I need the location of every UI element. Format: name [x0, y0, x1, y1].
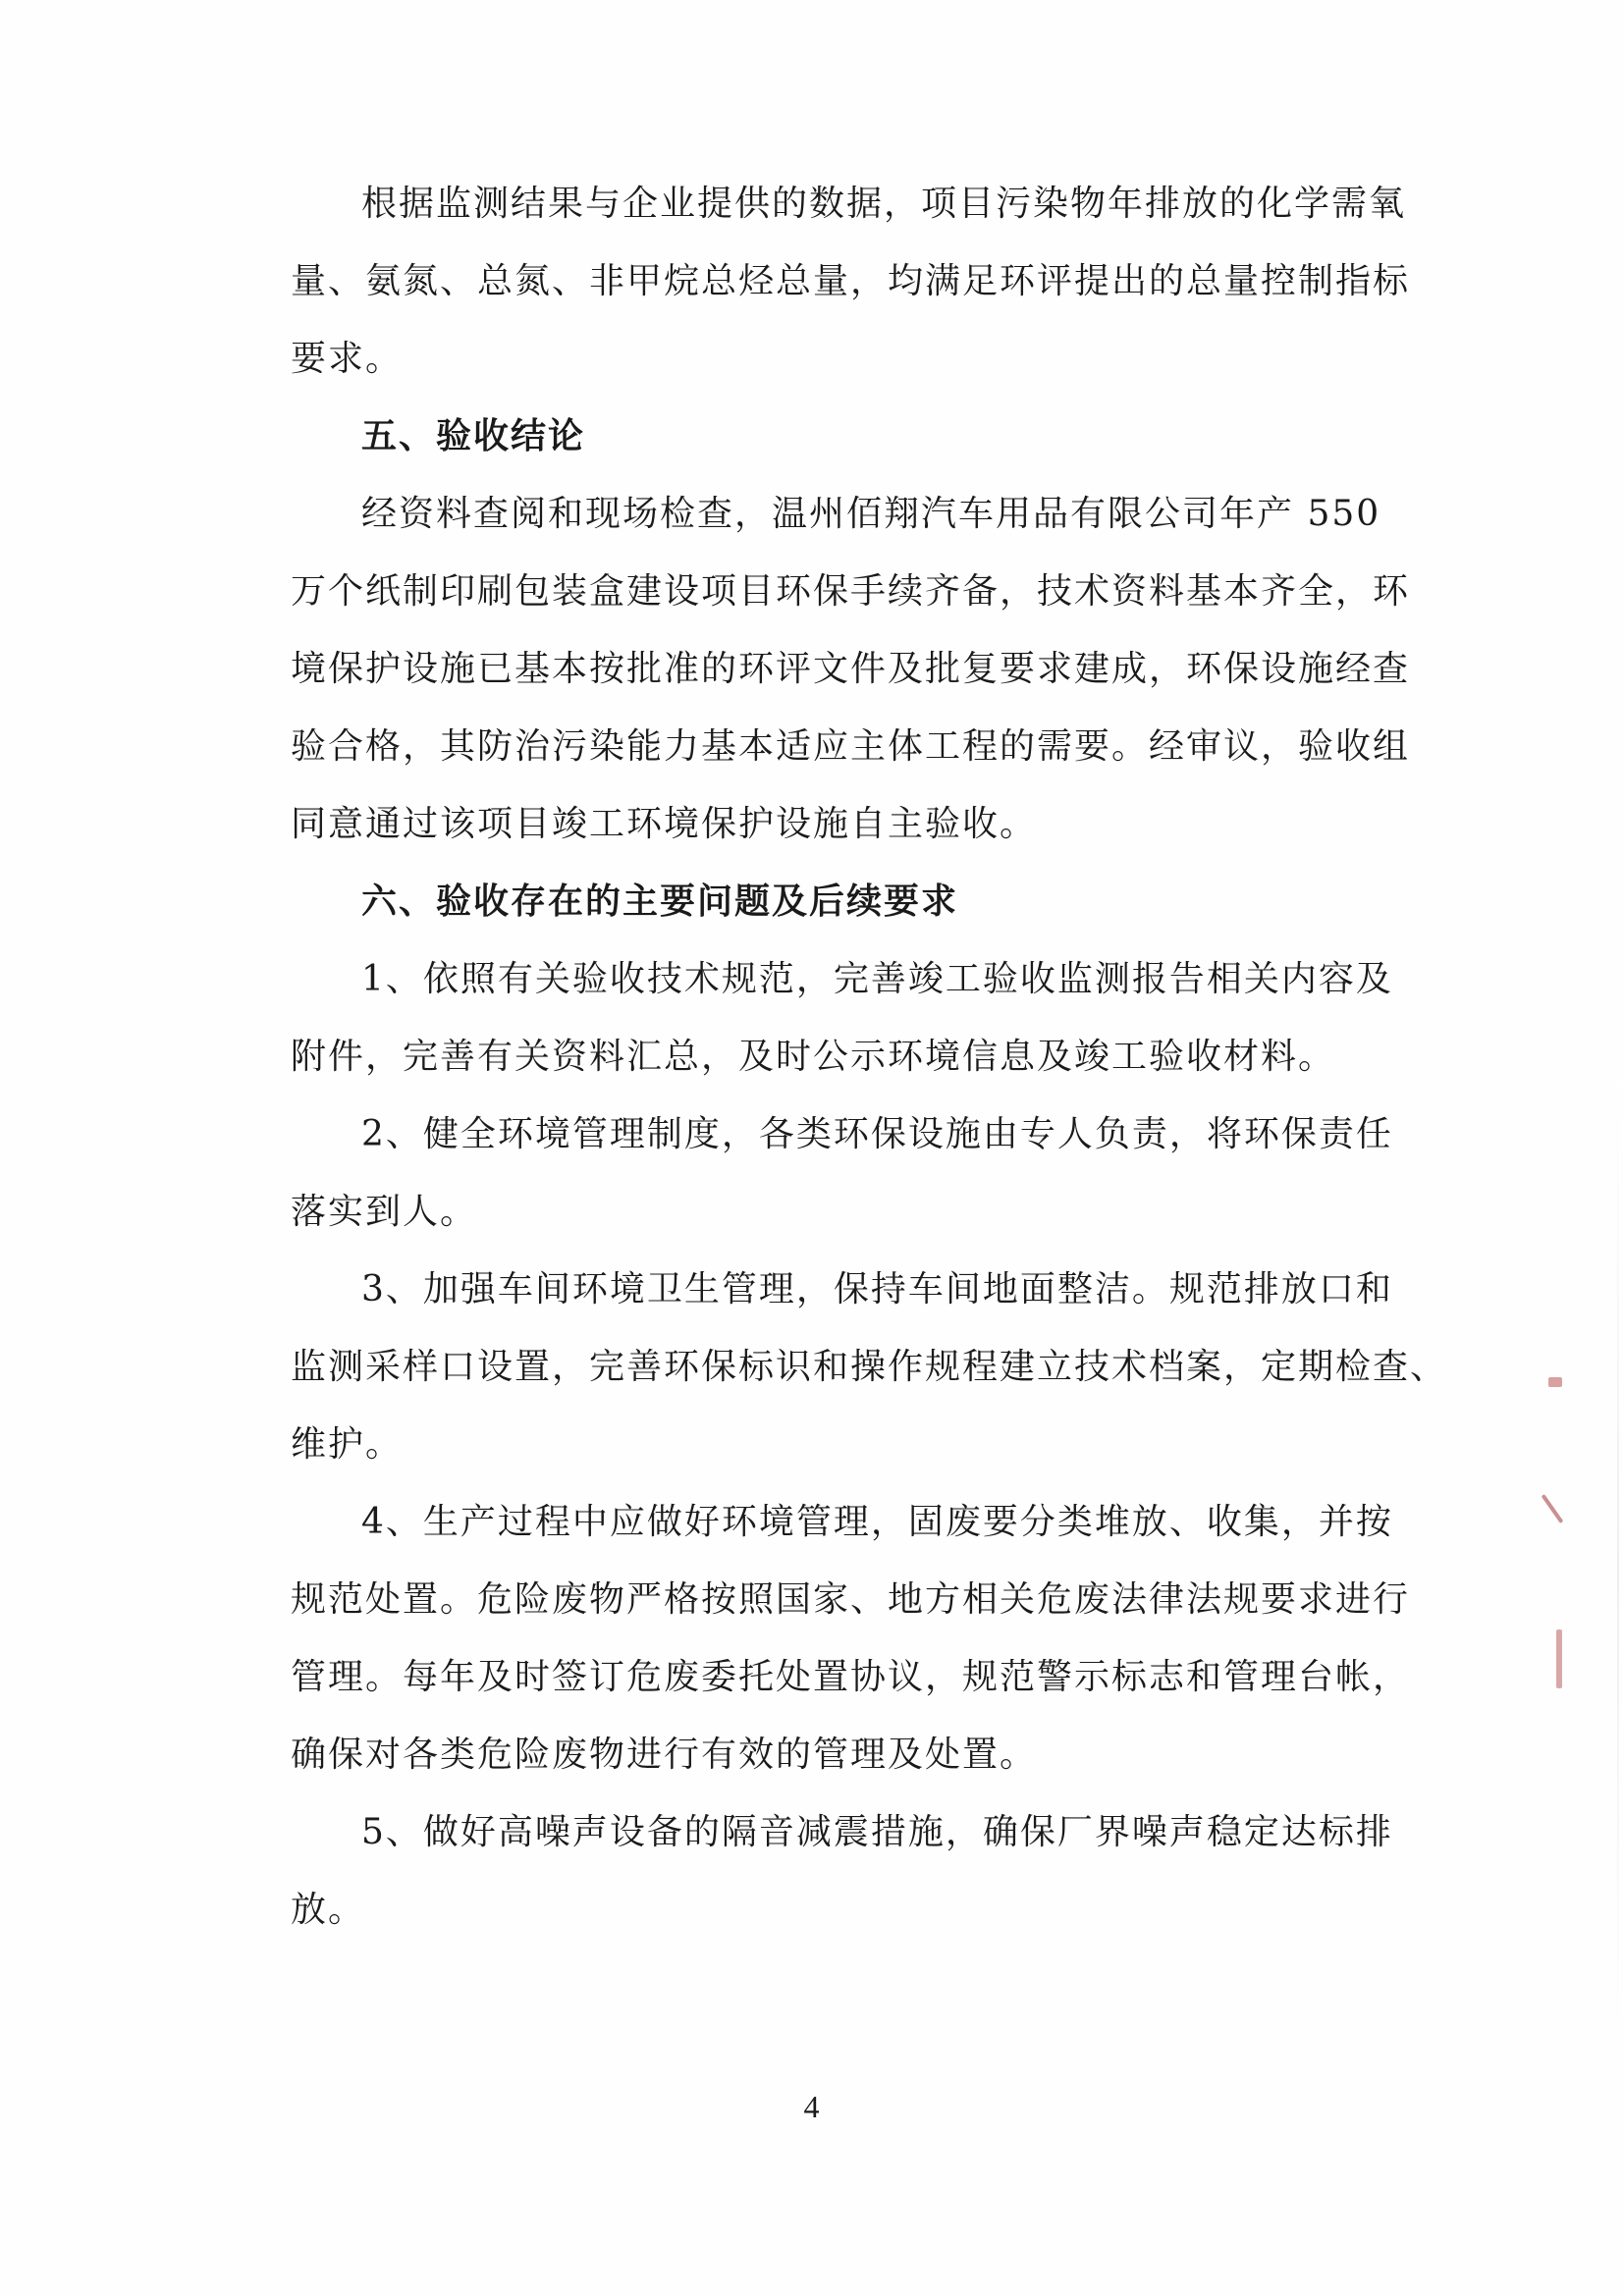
seal-edge-mark [1542, 1494, 1564, 1523]
paragraph-line: 根据监测结果与企业提供的数据，项目污染物年排放的化学需氧 [361, 184, 1407, 224]
page-number: 4 [803, 2089, 820, 2124]
paragraph-line: 同意通过该项目竣工环境保护设施自主验收。 [291, 804, 1038, 844]
list-item-line: 维护。 [291, 1424, 404, 1465]
section-heading-issues-and-requirements: 六、验收存在的主要问题及后续要求 [361, 881, 959, 922]
list-item-line: 监测采样口设置，完善环保标识和操作规程建立技术档案，定期检查、 [291, 1347, 1448, 1387]
list-item-line: 放。 [291, 1890, 366, 1930]
paragraph-line: 境保护设施已基本按批准的环评文件及批复要求建成，环保设施经查 [291, 649, 1411, 689]
list-item-line: 附件，完善有关资料汇总，及时公示环境信息及竣工验收材料。 [291, 1037, 1336, 1077]
document-body [291, 165, 1448, 1949]
seal-edge-mark [1548, 1377, 1562, 1387]
list-item-line: 3、加强车间环境卫生管理，保持车间地面整洁。规范排放口和 [361, 1269, 1393, 1309]
seal-edge-mark [1556, 1629, 1562, 1688]
paragraph-line: 经资料查阅和现场检查，温州佰翔汽车用品有限公司年产 550 [361, 494, 1381, 534]
list-item-line: 规范处置。危险废物严格按照国家、地方相关危废法律法规要求进行 [291, 1579, 1411, 1620]
list-item-line: 2、健全环境管理制度，各类环保设施由专人负责，将环保责任 [361, 1114, 1393, 1154]
paragraph-line: 要求。 [291, 339, 404, 379]
list-item-line: 确保对各类危险废物进行有效的管理及处置。 [291, 1735, 1038, 1775]
paragraph-line: 万个纸制印刷包装盒建设项目环保手续齐备，技术资料基本齐全，环 [291, 571, 1411, 612]
list-item-line: 5、做好高噪声设备的隔音减震措施，确保厂界噪声稳定达标排 [361, 1812, 1393, 1852]
page-fold-shadow [1617, 1080, 1619, 2061]
paragraph-line: 验合格，其防治污染能力基本适应主体工程的需要。经审议，验收组 [291, 726, 1411, 767]
list-item-line: 1、依照有关验收技术规范，完善竣工验收监测报告相关内容及 [361, 959, 1393, 999]
list-item-line: 落实到人。 [291, 1192, 478, 1232]
paragraph-line: 量、氨氮、总氮、非甲烷总烃总量，均满足环评提出的总量控制指标 [291, 261, 1411, 301]
list-item-line: 管理。每年及时签订危废委托处置协议，规范警示标志和管理台帐， [291, 1657, 1411, 1697]
list-item-line: 4、生产过程中应做好环境管理，固废要分类堆放、收集，并按 [361, 1502, 1393, 1542]
section-heading-acceptance-conclusion: 五、验收结论 [361, 416, 586, 456]
